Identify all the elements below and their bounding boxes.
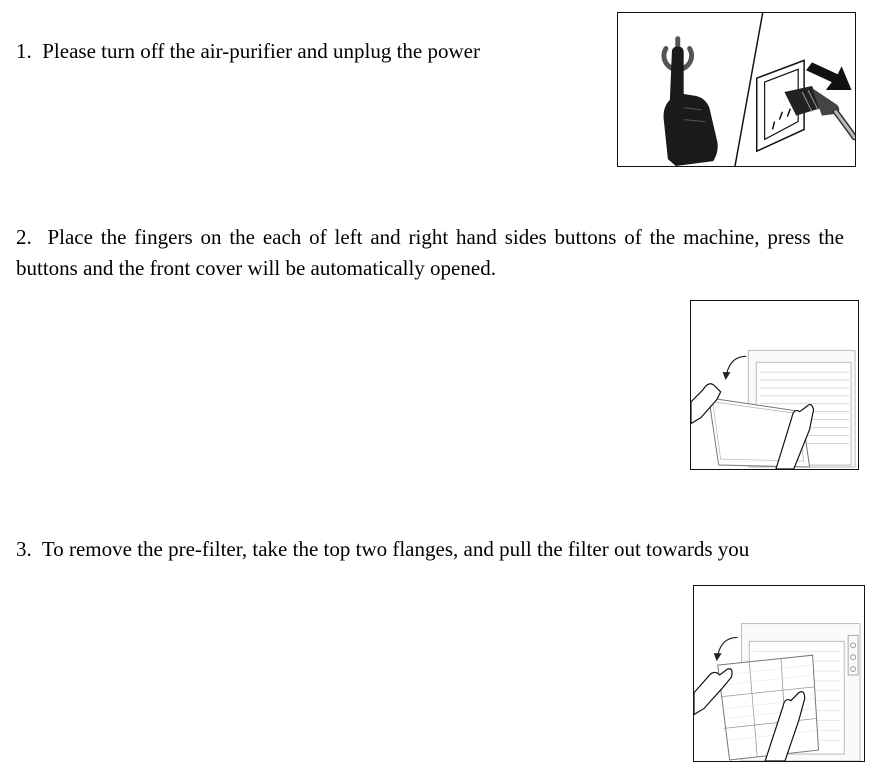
step-2-text — [16, 222, 844, 284]
step-1-text — [16, 36, 480, 67]
arrow-icon — [806, 62, 851, 90]
remove-prefilter-illustration — [693, 585, 865, 762]
step-2-number: 2. — [16, 225, 32, 249]
step-3-instruction: To remove the pre-filter, take the top two flanges, and pull the filter out towards you — [41, 537, 750, 561]
open-front-cover-illustration — [690, 300, 859, 470]
step-1-number: 1. — [16, 39, 32, 63]
step-2-instruction: Place the fingers on the each of left and right hand sides buttons of the machine, press the buttons and the front cover will be automatically opened. — [16, 225, 845, 280]
step-3-text — [16, 534, 844, 565]
curved-arrow-icon — [723, 356, 747, 380]
power-off-unplug-illustration — [617, 12, 856, 167]
step-3-number: 3. — [16, 537, 32, 561]
step-1-instruction: Please turn off the air-purifier and unplug the power — [42, 39, 480, 63]
curved-arrow-icon — [714, 637, 738, 661]
